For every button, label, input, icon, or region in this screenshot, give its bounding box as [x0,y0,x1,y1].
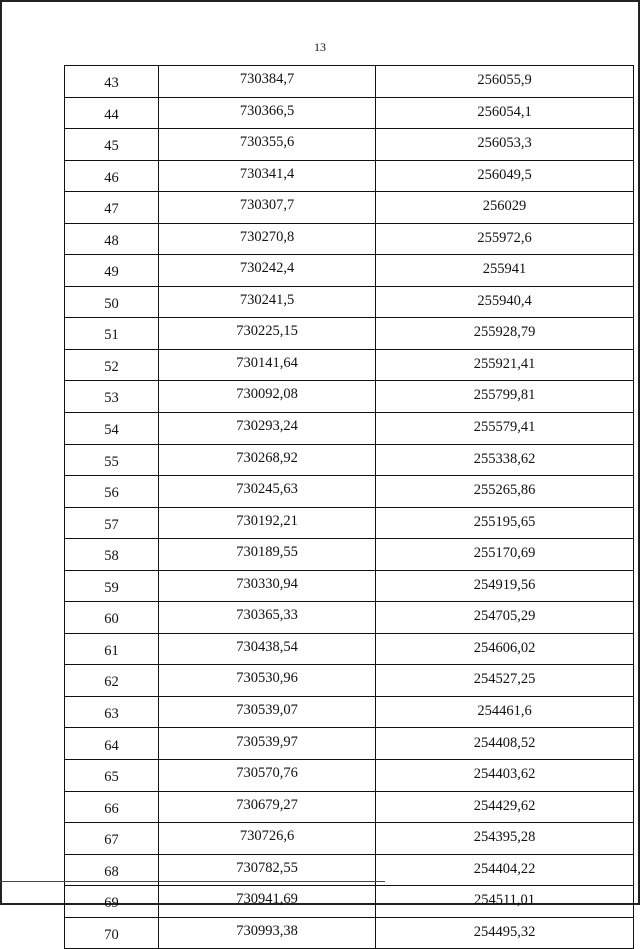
point-number-cell: 63 [65,696,159,728]
y-coordinate-cell: 255940,4 [376,286,634,318]
x-coordinate-cell: 730438,54 [159,633,376,665]
point-number-cell: 49 [65,255,159,287]
coordinates-table-body [65,66,634,949]
x-coordinate-cell: 730268,92 [159,444,376,476]
table-row [65,728,634,760]
table-row [65,160,634,192]
y-coordinate-cell: 254705,29 [376,602,634,634]
table-row [65,760,634,792]
y-coordinate-cell: 254606,02 [376,633,634,665]
table-row [65,696,634,728]
table-row [65,570,634,602]
point-number-cell: 56 [65,476,159,508]
y-coordinate-cell: 256029 [376,192,634,224]
table-row [65,97,634,129]
y-coordinate-cell: 255799,81 [376,381,634,413]
x-coordinate-cell: 730530,96 [159,665,376,697]
y-coordinate-cell: 254511,01 [376,886,634,918]
x-coordinate-cell: 730341,4 [159,160,376,192]
y-coordinate-cell: 256054,1 [376,97,634,129]
y-coordinate-cell: 255972,6 [376,223,634,255]
point-number-cell: 46 [65,160,159,192]
point-number-cell: 67 [65,823,159,855]
x-coordinate-cell: 730270,8 [159,223,376,255]
table-row [65,476,634,508]
x-coordinate-cell: 730993,38 [159,917,376,949]
table-row [65,255,634,287]
point-number-cell: 60 [65,602,159,634]
point-number-cell: 54 [65,413,159,445]
table-row [65,823,634,855]
table-row [65,665,634,697]
table-row [65,381,634,413]
y-coordinate-cell: 254404,22 [376,854,634,886]
page-border-top [0,0,640,2]
y-coordinate-cell: 256049,5 [376,160,634,192]
table-row [65,507,634,539]
point-number-cell: 66 [65,791,159,823]
x-coordinate-cell: 730330,94 [159,570,376,602]
x-coordinate-cell: 730941,69 [159,886,376,918]
point-number-cell: 64 [65,728,159,760]
x-coordinate-cell: 730141,64 [159,349,376,381]
x-coordinate-cell: 730539,97 [159,728,376,760]
y-coordinate-cell: 255941 [376,255,634,287]
table-row [65,223,634,255]
x-coordinate-cell: 730225,15 [159,318,376,350]
x-coordinate-cell: 730189,55 [159,539,376,571]
y-coordinate-cell: 254429,62 [376,791,634,823]
point-number-cell: 61 [65,633,159,665]
y-coordinate-cell: 254461,6 [376,696,634,728]
y-coordinate-cell: 254527,25 [376,665,634,697]
y-coordinate-cell: 255579,41 [376,413,634,445]
y-coordinate-cell: 255928,79 [376,318,634,350]
table-row [65,286,634,318]
x-coordinate-cell: 730365,33 [159,602,376,634]
point-number-cell: 65 [65,760,159,792]
table-row [65,66,634,98]
x-coordinate-cell: 730092,08 [159,381,376,413]
y-coordinate-cell: 256055,9 [376,66,634,98]
point-number-cell: 50 [65,286,159,318]
point-number-cell: 48 [65,223,159,255]
point-number-cell: 59 [65,570,159,602]
point-number-cell: 44 [65,97,159,129]
coordinates-table [64,65,634,949]
page-number: 13 [314,40,326,54]
page-border-left [0,0,2,905]
x-coordinate-cell: 730366,5 [159,97,376,129]
table-row [65,129,634,161]
x-coordinate-cell: 730245,63 [159,476,376,508]
y-coordinate-cell: 254403,62 [376,760,634,792]
x-coordinate-cell: 730782,55 [159,854,376,886]
y-coordinate-cell: 255195,65 [376,507,634,539]
point-number-cell: 45 [65,129,159,161]
table-row [65,192,634,224]
point-number-cell: 58 [65,539,159,571]
y-coordinate-cell: 255170,69 [376,539,634,571]
point-number-cell: 43 [65,66,159,98]
y-coordinate-cell: 255338,62 [376,444,634,476]
x-coordinate-cell: 730384,7 [159,66,376,98]
x-coordinate-cell: 730241,5 [159,286,376,318]
y-coordinate-cell: 254395,28 [376,823,634,855]
y-coordinate-cell: 254919,56 [376,570,634,602]
point-number-cell: 57 [65,507,159,539]
point-number-cell: 55 [65,444,159,476]
y-coordinate-cell: 255265,86 [376,476,634,508]
table-row [65,917,634,949]
table-row [65,602,634,634]
point-number-cell: 68 [65,854,159,886]
point-number-cell: 62 [65,665,159,697]
table-row [65,318,634,350]
point-number-cell: 47 [65,192,159,224]
table-row [65,886,634,918]
point-number-cell: 52 [65,349,159,381]
x-coordinate-cell: 730307,7 [159,192,376,224]
x-coordinate-cell: 730570,76 [159,760,376,792]
point-number-cell: 69 [65,886,159,918]
table-row [65,633,634,665]
y-coordinate-cell: 254408,52 [376,728,634,760]
y-coordinate-cell: 256053,3 [376,129,634,161]
x-coordinate-cell: 730726,6 [159,823,376,855]
point-number-cell: 53 [65,381,159,413]
table-row [65,539,634,571]
point-number-cell: 70 [65,917,159,949]
x-coordinate-cell: 730679,27 [159,791,376,823]
point-number-cell: 51 [65,318,159,350]
x-coordinate-cell: 730192,21 [159,507,376,539]
y-coordinate-cell: 255921,41 [376,349,634,381]
table-row [65,791,634,823]
table-row [65,413,634,445]
y-coordinate-cell: 254495,32 [376,917,634,949]
x-coordinate-cell: 730293,24 [159,413,376,445]
footer-divider [0,881,385,882]
table-row [65,444,634,476]
table-row [65,349,634,381]
x-coordinate-cell: 730539,07 [159,696,376,728]
x-coordinate-cell: 730355,6 [159,129,376,161]
x-coordinate-cell: 730242,4 [159,255,376,287]
